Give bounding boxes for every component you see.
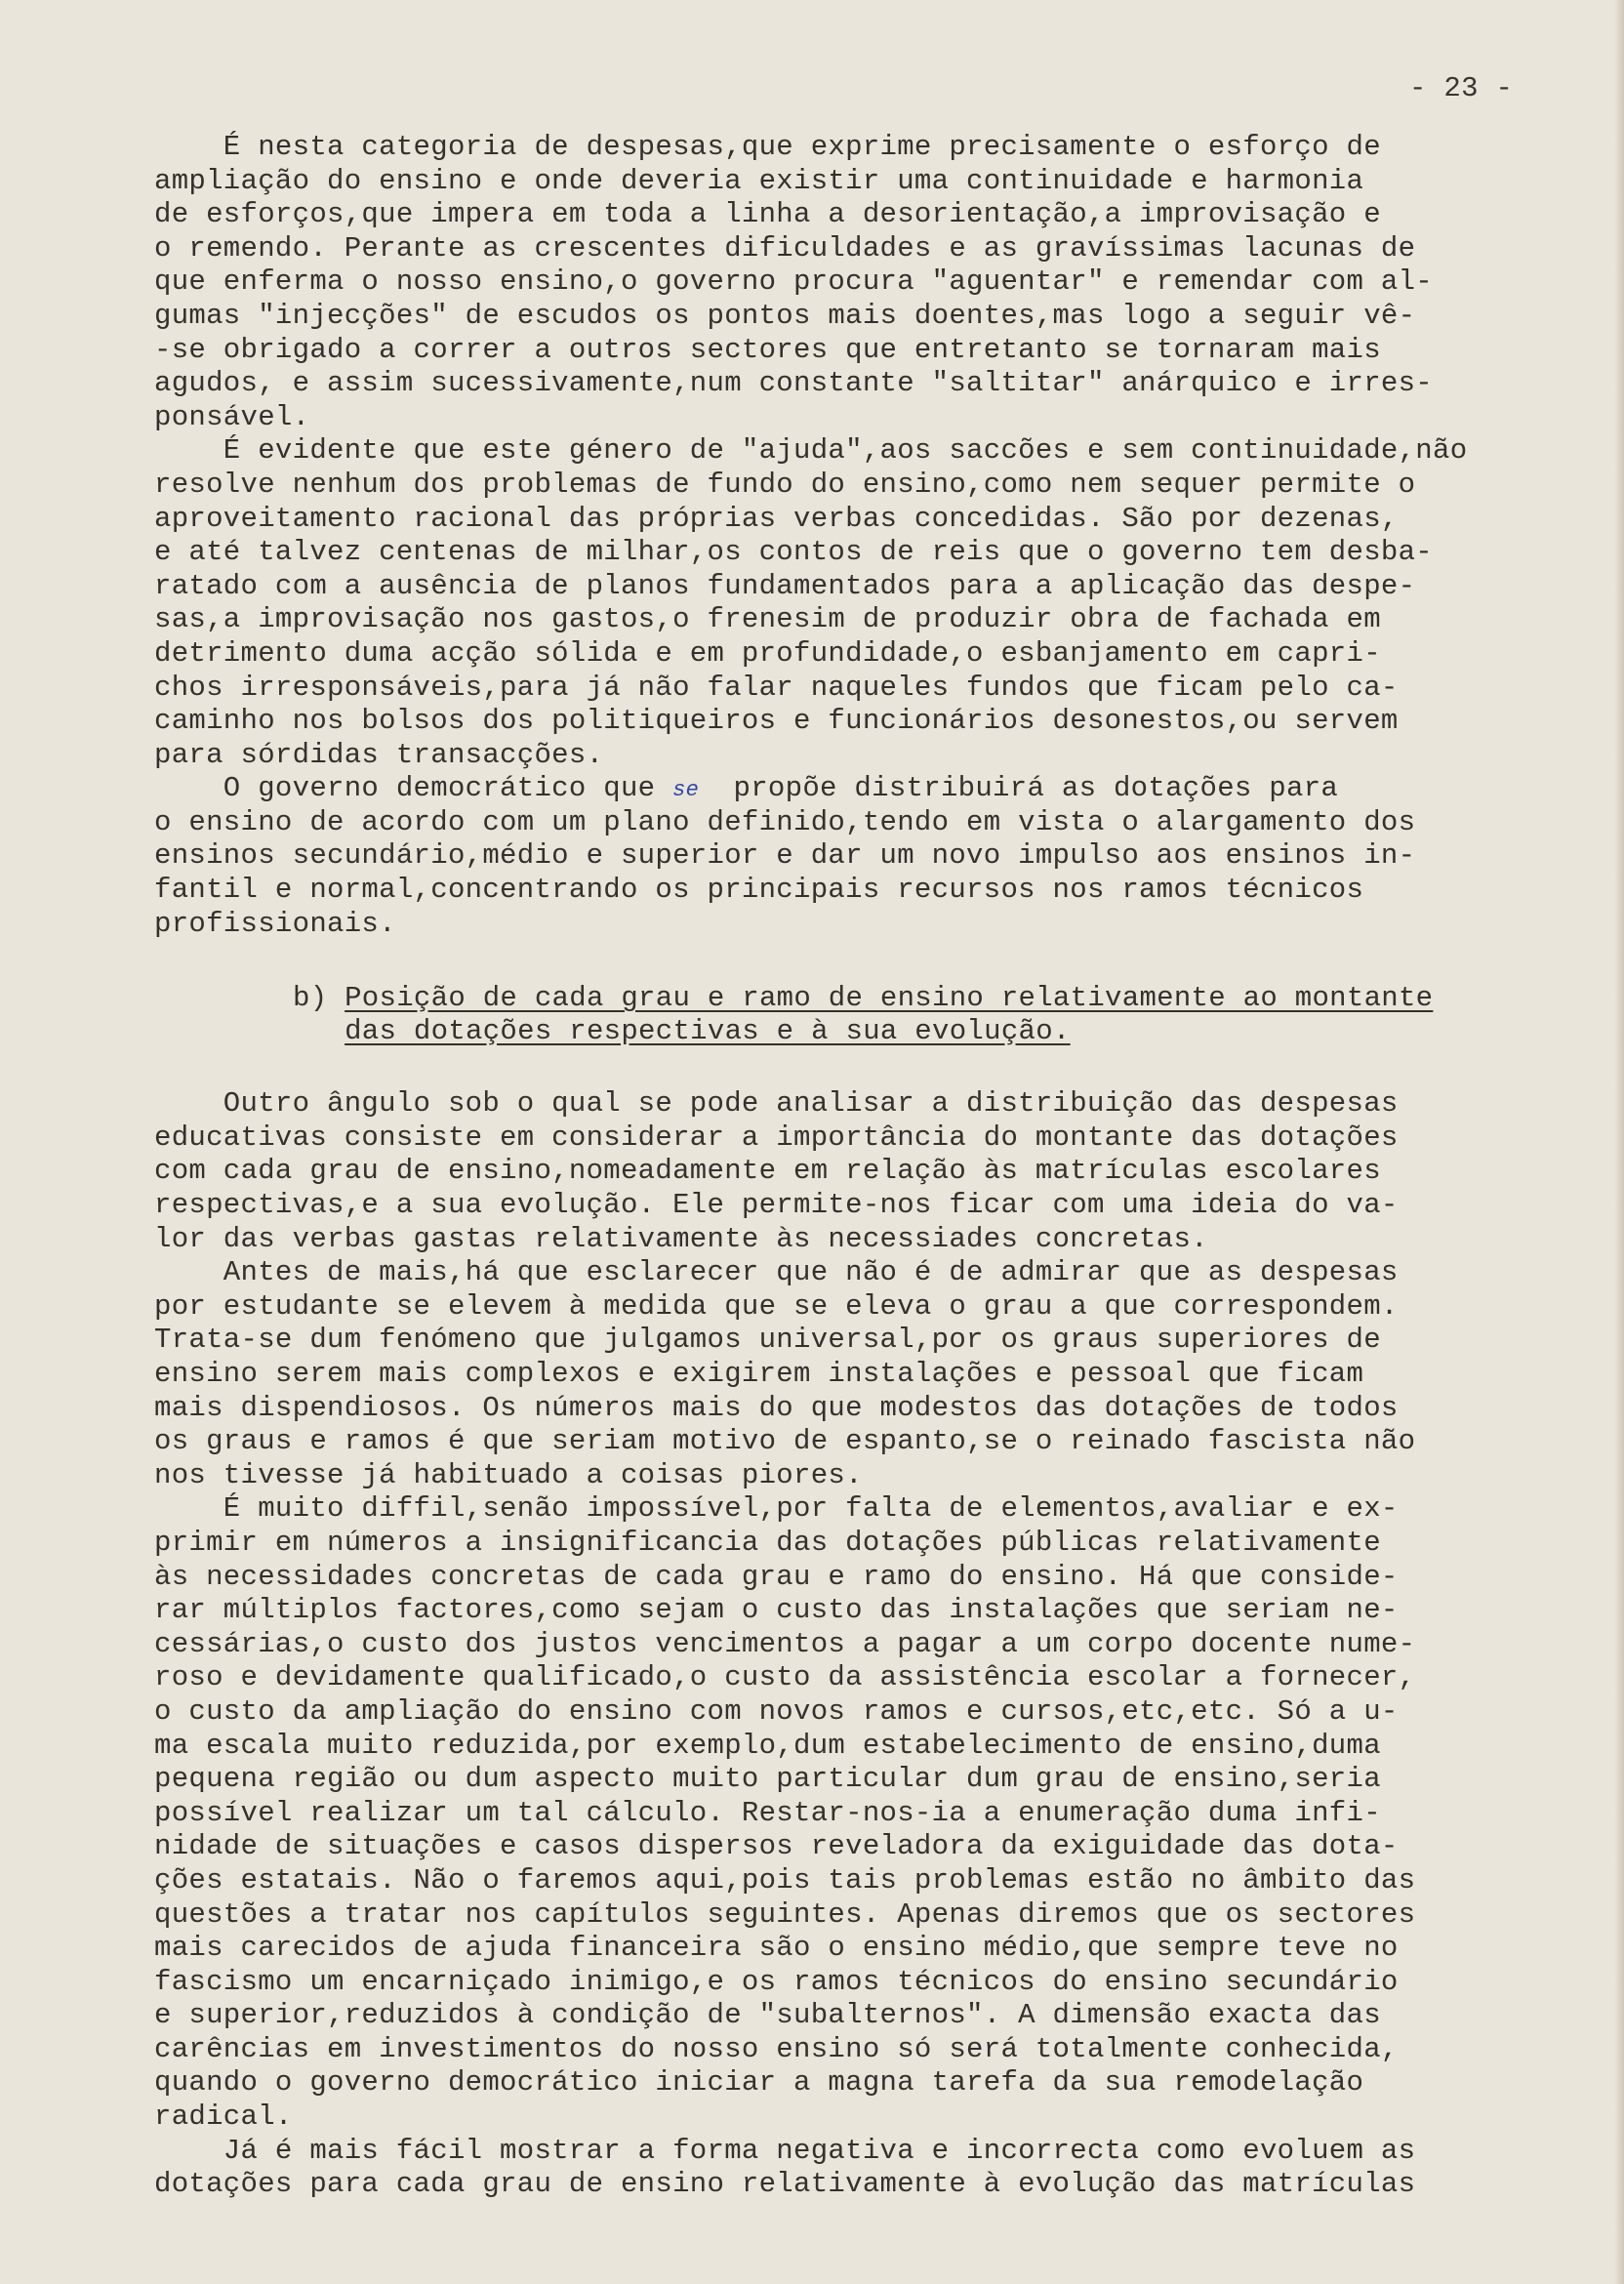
text-line: às necessidades concretas de cada grau e ramo do ensino. Há que conside- [154,1560,1399,1593]
text-line: por estudante se elevem à medida que se eleva o grau a que correspondem. [154,1289,1399,1323]
text-line: que enferma o nosso ensino,o governo procura "aguentar" e remendar com al- [154,265,1434,299]
text-line: cessárias,o custo dos justos vencimentos a pagar a um corpo docente nume- [154,1627,1416,1660]
text-line: primir em números a insignificancia das dotações públicas relativamente [154,1526,1381,1559]
text-line: resolve nenhum dos problemas de fundo do ensino,como nem sequer permite o [154,468,1416,501]
page-edge-shadow [1614,0,1624,2284]
section-heading-b [154,982,1571,1048]
text-line: nos tivesse já habituado a coisas piores. [154,1458,863,1491]
text-line: -se obrigado a correr a outros sectores que entretanto se tornaram mais [154,333,1381,366]
paragraph-4 [154,1087,1571,1256]
section-title: Posição de cada grau e ramo de ensino relativamente ao montante [345,982,1434,1015]
text-line: aproveitamento racional das próprias verbas concedidas. São por dezenas, [154,502,1399,535]
text-line: ponsável. [154,400,310,433]
text-line: de esforços,que impera em toda a linha a desorientação,a improvisação e [154,198,1381,231]
text-fragment: O governo democrático que [154,772,673,805]
text-line: ampliação do ensino e onde deveria existir uma continuidade e harmonia [154,164,1364,197]
text-line: gumas "injecções" de escudos os pontos mais doentes,mas logo a seguir vê- [154,299,1416,332]
text-line: possível realizar um tal cálculo. Restar-nos-ia a enumeração duma infi- [154,1796,1381,1829]
text-line: respectivas,e a sua evolução. Ele permite-nos ficar com uma ideia do va- [154,1189,1399,1222]
text-line: ensino serem mais complexos e exigirem instalações e pessoal que ficam [154,1358,1364,1390]
text-line: profissionais. [154,907,396,940]
paragraph-1 [154,131,1571,434]
paragraph-3 [154,772,1571,941]
text-line: com cada grau de ensino,nomeadamente em relação às matrículas escolares [154,1155,1381,1188]
heading-line [293,982,1571,1015]
text-line: agudos, e assim sucessivamente,num constante "saltitar" anárquico e irres- [154,367,1434,400]
text-line: dotações para cada grau de ensino relativamente à evolução das matrículas [154,2168,1416,2201]
text-line: o ensino de acordo com um plano definido,tendo em vista o alargamento dos [154,805,1416,838]
text-line: nidade de situações e casos dispersos reveladora da exiguidade das dota- [154,1830,1399,1863]
heading-line [293,1015,1571,1048]
text-line: mais carecidos de ajuda financeira são o ensino médio,que sempre teve no [154,1932,1399,1965]
handwritten-insertion: se [672,778,700,803]
paragraph-7 [154,2135,1571,2202]
text-line: chos irresponsáveis,para já não falar naqueles fundos que ficam pelo ca- [154,671,1399,704]
text-line: educativas consiste em considerar a importância do montante das dotações [154,1121,1399,1154]
text-line: questões a tratar nos capítulos seguintes. Apenas diremos que os sectores [154,1897,1416,1931]
text-line: Já é mais fácil mostrar a forma negativa e incorrecta como evoluem as [154,2134,1416,2167]
text-line: lor das verbas gastas relativamente às necessiades concretas. [154,1222,1208,1255]
text-line-with-annotation [154,772,1571,806]
page-number: - 23 - [1409,72,1514,104]
document-body [154,131,1571,2202]
text-line: mais dispendiosos. Os números mais do que modestos das dotações de todos [154,1391,1399,1424]
text-line: Outro ângulo sob o qual se pode analisar a distribuição das despesas [154,1087,1399,1121]
section-title-continued: das dotações respectivas e à sua evolução. [345,1015,1071,1048]
text-line: fantil e normal,concentrando os principais recursos nos ramos técnicos [154,874,1364,907]
text-line: fascismo um encarniçado inimigo,e os ramos técnicos do ensino secundário [154,1965,1399,1998]
text-line: Antes de mais,há que esclarecer que não é de admirar que as despesas [154,1256,1399,1289]
text-line: e superior,reduzidos à condição de "subalternos". A dimensão exacta das [154,1999,1381,2032]
text-line: sas,a improvisação nos gastos,o frenesim de produzir obra de fachada em [154,603,1381,636]
paragraph-5 [154,1256,1571,1492]
text-line: os graus e ramos é que seriam motivo de espanto,se o reinado fascista não [154,1425,1416,1458]
text-line: ensinos secundário,médio e superior e dar um novo impulso aos ensinos in- [154,839,1416,873]
text-line: É muito diffil,senão impossível,por falta de elementos,avaliar e ex- [154,1492,1399,1526]
text-line: quando o governo democrático iniciar a magna tarefa da sua remodelação [154,2066,1364,2100]
paragraph-6 [154,1492,1571,2134]
text-line: É evidente que este género de "ajuda",aos saccões e sem continuidade,não [154,434,1468,468]
section-label-spacer [293,1015,345,1048]
text-line: roso e devidamente qualificado,o custo da assistência escolar a fornecer, [154,1661,1416,1694]
text-line: rar múltiplos factores,como sejam o custo das instalações que seriam ne- [154,1594,1399,1627]
text-line: caminho nos bolsos dos politiqueiros e funcionários desonestos,ou servem [154,705,1399,738]
text-line: pequena região ou dum aspecto muito particular dum grau de ensino,seria [154,1763,1381,1796]
text-line: Trata-se dum fenómeno que julgamos universal,por os graus superiores de [154,1324,1381,1357]
text-line: carências em investimentos do nosso ensino só será totalmente conhecida, [154,2032,1399,2065]
text-line: o custo da ampliação do ensino com novos ramos e cursos,etc,etc. Só a u- [154,1694,1399,1728]
text-line: ções estatais. Não o faremos aqui,pois tais problemas estão no âmbito das [154,1863,1416,1897]
section-label: b) [293,982,345,1015]
text-line: detrimento duma acção sólida e em profundidade,o esbanjamento em capri- [154,636,1381,670]
text-fragment: propõe distribuirá as dotações para [699,772,1339,805]
text-line: o remendo. Perante as crescentes dificuldades e as gravíssimas lacunas de [154,231,1416,265]
text-line: É nesta categoria de despesas,que exprime precisamente o esforço de [154,131,1381,163]
text-line: ratado com a ausência de planos fundamentados para a aplicação das despe- [154,569,1416,602]
text-line: radical. [154,2100,293,2134]
paragraph-2 [154,434,1571,772]
text-line: ma escala muito reduzida,por exemplo,dum estabelecimento de ensino,duma [154,1729,1381,1762]
text-line: para sórdidas transacções. [154,738,604,771]
text-line: e até talvez centenas de milhar,os contos de reis que o governo tem desba- [154,536,1434,569]
